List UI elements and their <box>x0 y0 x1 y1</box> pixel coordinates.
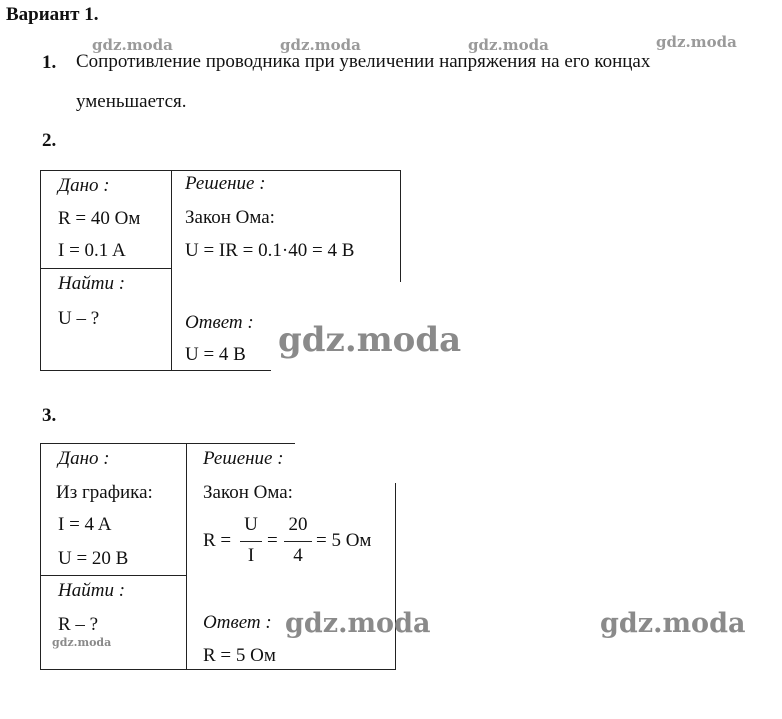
watermark: gdz.moda <box>285 608 431 639</box>
watermark: gdz.moda <box>280 36 361 54</box>
task3-find-header: Найти : <box>58 580 126 601</box>
task2-number: 2. <box>42 130 57 151</box>
task1-line1: Сопротивление проводника при увеличении напряжения на его концах <box>76 51 651 72</box>
task3-frac1-num: U <box>244 514 258 535</box>
task2-find-header: Найти : <box>58 273 126 294</box>
task3-number: 3. <box>42 405 57 426</box>
task3-answer: R = 5 Ом <box>203 645 276 666</box>
task2-formula: U = IR = 0.1·40 = 4 B <box>185 240 355 261</box>
task3-formula-lhs: R = <box>203 530 232 551</box>
watermark: gdz.moda <box>656 33 737 51</box>
task3-given-u: U = 20 B <box>58 548 129 569</box>
task3-find-r: R – ? <box>58 614 99 635</box>
task3-from-graph: Из графика: <box>56 482 153 503</box>
task3-law: Закон Ома: <box>203 482 293 503</box>
task3-solution-header: Решение : <box>203 448 284 469</box>
watermark: gdz.moda <box>468 36 549 54</box>
task3-given-header: Дано : <box>58 448 110 469</box>
task1-number: 1. <box>42 52 57 73</box>
page-title: Вариант 1. <box>6 4 99 25</box>
task2-solution-header: Решение : <box>185 173 266 194</box>
task2-given-i: I = 0.1 A <box>58 240 126 261</box>
watermark: gdz.moda <box>52 636 112 649</box>
watermark: gdz.moda <box>600 608 746 639</box>
task2-answer-header: Ответ : <box>185 312 254 333</box>
task2-given-r: R = 40 Ом <box>58 208 141 229</box>
task2-answer: U = 4 B <box>185 344 246 365</box>
task2-find-u: U – ? <box>58 308 100 329</box>
watermark: gdz.moda <box>92 36 173 54</box>
task2-law: Закон Ома: <box>185 207 275 228</box>
task3-frac2-num: 20 <box>288 514 308 535</box>
task2-given-header: Дано : <box>58 175 110 196</box>
task1-line2: уменьшается. <box>76 91 187 112</box>
task3-answer-header: Ответ : <box>203 612 272 633</box>
task3-given-i: I = 4 A <box>58 514 112 535</box>
task3-frac1-den: I <box>247 545 255 566</box>
task3-eq: = <box>267 530 278 551</box>
task3-formula-rhs: = 5 Ом <box>316 530 372 551</box>
task3-frac2-den: 4 <box>293 545 303 566</box>
watermark: gdz.moda <box>278 320 462 360</box>
